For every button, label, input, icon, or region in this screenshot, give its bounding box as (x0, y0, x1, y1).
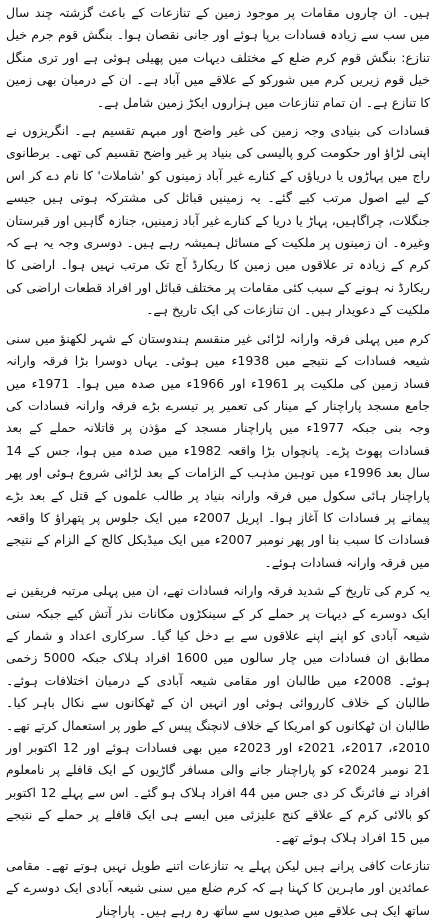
paragraph-text: تنازعات کافی پرانے ہیں لیکن پہلے یہ تنازعات اتنے طویل نہیں ہوتے تھے۔ مقامی عمائدین اور ماہرین کا کہنا ہے کہ کرم ضلع میں سنی شیعہ آبادی ایک دوسرے کے ساتھ ایک ہی علاقے میں صدیوں سے ساتھ رہ رہے ہیں۔ پاراچنار (6, 858, 430, 918)
paragraph-text: کرم میں پہلی فرقہ وارانہ لڑائی غیر منقسم ہندوستان کے شہر لکھنؤ میں سنی شیعہ فسادات کے نتیجے میں 1938ء میں ہوئی۔ یہاں دوسرا بڑا فرقہ وارانہ فساد زمین کی ملکیت پر 1961ء اور 1966ء میں صدہ میں ہوا۔ 1971ء میں جامع مسجد پاراچنار کے مینار کی تعمیر پر تیسرے بڑے فرقہ وارانہ فسادات کی وجہ بنی جبکہ 1977ء میں پاراچنار مسجد کے مؤذن پر قاتلانہ حملے کے بعد فسادات پھوٹ پڑے۔ پانچواں بڑا واقعہ 1982ء میں صدہ میں ہوا، جس کے 14 سال بعد 1996ء میں توہین مذہب کے الزامات کے بعد لڑائی شروع ہوئی اور پھر پاراچنار ہائی سکول میں فرقہ وارانہ بنیاد پر طالب علموں کے قتل کے بعد بڑے پیمانے پر فسادات کا آغاز ہوا۔ اپریل 2007ء میں ایک جلوس پر پتھراؤ کا واقعہ فسادات کا سبب بنا اور پھر نومبر 2007ء میں ایک میڈیکل کالج کے الزام کے نتیجے میں فرقہ وارانہ فسادات ہوئے۔ (6, 330, 430, 570)
paragraph-text: فسادات کی بنیادی وجہ زمین کی غیر واضح اور مبہم تقسیم ہے۔ انگریزوں نے اپنی لڑاؤ اور حکومت کرو پالیسی کی بنیاد پر غیر واضح تقسیم کی تھی۔ برطانوی راج میں پہاڑوں یا دریاؤں کے کنارے غیر آباد زمینوں کو 'شاملات' کا نام دے کر اس کے لیے اصول مرتب کیے گئے۔ یہ زمینیں قبائل کی مشترکہ ہوتی ہیں جیسے جنگلات، چراگاہیں، پہاڑ یا دریا کے کنارے غیر آباد زمینیں، جنازہ گاہیں اور قبرستان وغیرہ۔ ان زمینوں پر ملکیت کے مسائل ہمیشہ رہے ہیں۔ دوسری وجہ یہ ہے کہ کرم کے زیادہ تر علاقوں میں زمین کا ریکارڈ آج تک مرتب نہیں ہوا۔ اراضی کا ریکارڈ نہ ہونے کے سبب کئی مقامات پر مختلف قبائل اور افراد قطعات اراضی کی ملکیت کے دعویدار ہیں۔ ان تنازعات کی ایک تاریخ ہے۔ (6, 123, 430, 318)
paragraph (6, 580, 430, 849)
paragraph-text: ہیں۔ ان چاروں مقامات پر موجود زمین کے تنازعات کے باعث گزشتہ چند سال میں سب سے زیادہ فسادات برپا ہوئے اور جانی نقصان ہوا۔ بنگش قوم جرم خیل تنازع: بنگش قوم کرم ضلع کے مختلف دیہات میں پھیلی ہوئی ہے اور تری منگل خیل قوم زیریں کرم میں شورکو کے علاقے میں آباد ہے۔ ان کے درمیان بھی زمین کا تنازع ہے۔ ان تمام تنازعات میں ہزاروں ایکڑ زمین شامل ہے۔ (6, 5, 430, 110)
paragraph (6, 855, 430, 922)
paragraph (6, 120, 430, 322)
paragraph (6, 2, 430, 114)
paragraph (6, 328, 430, 574)
paragraph-text: یہ کرم کی تاریخ کے شدید فرقہ وارانہ فسادات تھے، ان میں پہلی مرتبہ فریقین نے ایک دوسرے کے دیہات پر حملے کر کے سینکڑوں مکانات نذر آتش کیے جبکہ سنی شیعہ آبادی کو اپنے اپنے علاقوں سے بے دخل کیا گیا۔ سرکاری اعداد و شمار کے مطابق ان فسادات میں چار سالوں میں 1600 افراد ہلاک جبکہ 5000 زخمی ہوئے۔ 2008ء میں طالبان اور مقامی شیعہ آبادی کے درمیان اختلافات ہوئے۔ طالبان کے خلاف کارروائی ہوئی اور انہیں ان کے ٹھکانوں سے نکال باہر کیا۔ طالبان ان ٹھکانوں کو امریکا کے خلاف لانچنگ پیس کے طور پر استعمال کرتے تھے۔ 2010ء، 2017ء، 2021ء اور 2023ء میں بھی فسادات ہوئے اور 12 اکتوبر اور 21 نومبر 2024ء کو پاراچنار جانے والی مسافر گاڑیوں کے ایک قافلے پر نامعلوم افراد نے فائرنگ کر دی جس میں 44 افراد ہلاک ہو گئے۔ اس سے پہلے 12 اکتوبر کو بالائی کرم کے علاقے کنج علیزئی میں ایسے ہی ایک قافلے پر حملے کے نتیجے میں 15 افراد ہلاک ہوئے تھے۔ (6, 583, 431, 845)
